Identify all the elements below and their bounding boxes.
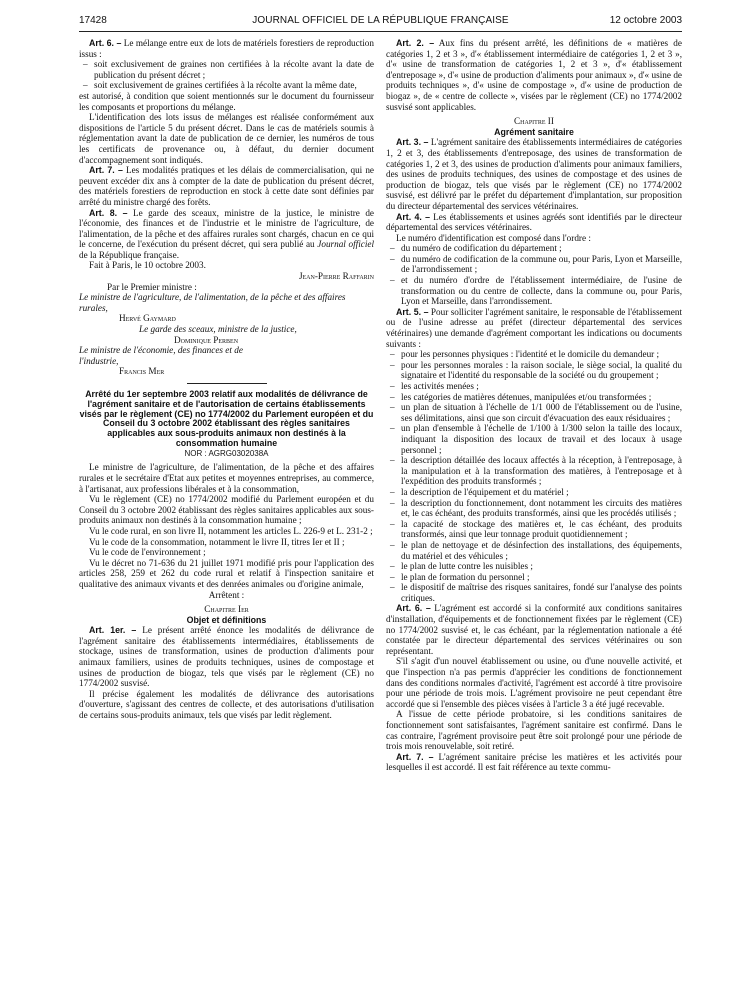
list-item: – soit exclusivement de graines certifiées à la récolte avant la même date, [79,80,374,91]
paragraph: Vu le décret no 71-636 du 21 juillet 1971 modifié pris pour l'application des articles 258, 259 et 262 du code rural et relatif à l'inspection sanitaire et qualitative des animaux vivants et des denrées animales ou d'origine animale, [79,557,374,589]
article-2: Art. 2. – Aux fins du présent arrêté, les définitions de « matières de catégories 1, 2 et 3 », d'« établissement intermédiaire de catégories 1, 2 et 3 », d'« usine de transformation de catégories 1, 2 et 3 », d'« établissement d'entreposage », d'« usine de production d'aliments pour animaux », d'« usine de produits techniques », d'« usine de compostage », d'« usine de production de biogaz », de « centre de collecte », visées par le règlement (CE) no 1774/2002 susvisé sont applicables. [386,38,682,112]
list-item: – pour les personnes morales : la raison sociale, le siège social, la qualité du signataire et l'identité du responsable de la société ou du groupement ; [386,360,682,381]
paragraph: Il précise également les modalités de délivrance des autorisations d'ouverture, s'agissant des centres de collecte, et des autorisations d'utilisation de certains sous-produits animaux, tels que visés par ledit règlement. [79,688,374,721]
paragraph: Vu le code rural, en son livre II, notamment les articles L. 226-9 et L. 231-2 ; [89,525,373,536]
issue-date: 12 octobre 2003 [609,15,682,26]
list-item: – les activités menées ; [386,381,682,392]
list-item: – le plan de nettoyage et de désinfection des installations, des équipements, du matériel et des véhicules ; [386,540,682,561]
list-item: – le plan de formation du personnel ; [386,572,682,583]
paragraph: S'il s'agit d'un nouvel établissement ou usine, ou d'une nouvelle activité, et que l'inspection n'a pas permis d'apprécier les conditions de fonctionnement dans des conditions normales d'activité, l'agrément est accordé à titre provisoire pour une période de trois mois. L'agrément provisoire ne peut cependant être accordé que si l'ensemble des pièces visées à l'article 3 a été jugé recevable. [386,656,682,709]
signatory: Francis Mer [119,366,165,377]
list-item: – pour les personnes physiques : l'identité et le domicile du demandeur ; [386,349,682,360]
paragraph: Vu le code de la consommation, notamment le livre II, titres Ier et II ; [89,536,345,547]
chapter-heading: Chapitre II [514,116,554,127]
list-item: – et du numéro d'ordre de l'établissement intermédiaire, de l'usine de transformation ou du centre de collecte, dans la commune ou, pour Paris, Lyon et Marseille, dans l'arrondissement. [386,275,682,307]
signature-place-date: Fait à Paris, le 10 octobre 2003. [89,260,206,271]
list-item: – soit exclusivement de graines non certifiées à la récolte avant la date de publication du présent décret ; [79,59,374,80]
list-item: – la description du fonctionnement, dont notamment les circuits des matières et, le cas échéant, des produits transformés, ainsi que les procédés utilisés ; [386,498,682,519]
list-item: – le plan de lutte contre les nuisibles ; [386,561,682,572]
list-item: – la description détaillée des locaux affectés à la réception, à l'entreposage, à la manipulation et à la transformation des matières, à l'entreposage et à l'expédition des produits transformés ; [386,455,682,487]
paragraph: Le ministre de l'agriculture, de l'alimentation, de la pêche et des affaires rurales et le secrétaire d'Etat aux petites et moyennes entreprises, au commerce, à l'artisanat, aux professions libérales et à la consommation, [79,462,374,494]
nor-reference: NOR : AGRG0302038A [184,448,269,458]
list-item: – les catégories de matières détenues, manipulées et/ou transformées ; [386,392,682,403]
left-column [79,38,374,721]
list-item: – la capacité de stockage des matières et, le cas échéant, des produits transformés, ainsi que leur tonnage produit quotidiennement ; [386,519,682,540]
paragraph: Le numéro d'identification est composé dans l'ordre : [396,232,591,243]
par-premier-ministre: Par le Premier ministre : [107,281,197,292]
paragraph: est autorisé, à condition que soient mentionnés sur le document du fournisseur les composants et proportions du mélange. [79,90,374,112]
list-item: – un plan d'ensemble à l'échelle de 1/100 à 1/300 selon la taille des locaux, indiquant la disposition des locaux de travail et des locaux à usage personnel ; [386,423,682,455]
signatory: Dominique Perben [174,334,239,345]
article-1: Art. 1er. – Le présent arrêté énonce les modalités de délivrance de l'agrément sanitaire des établissements intermédiaires, établissements de stockage, usines de transformation, usines de production d'aliments pour animaux familiers, usines de produits techniques, usines de compostage et usines de production de biogaz, tels que visés par le règlement (CE) no 1774/2002 susvisé. [79,625,375,689]
requirements-list [386,349,682,603]
chapter-title: Agrément sanitaire [494,126,574,137]
paragraph: A l'issue de cette période probatoire, si les conditions sanitaires de fonctionnement sont satisfaisantes, l'agrément sanitaire est confirmé. Dans le cas contraire, l'agrément provisoire peut être soit prolongé pour une période de trois mois renouvelable, soit retiré. [386,709,682,752]
list-item: – la description de l'équipement et du matériel ; [386,487,682,498]
chapter-title: Objet et définitions [186,614,267,625]
chapter-heading: Chapitre Ier [204,604,249,615]
paragraph: Vu le règlement (CE) no 1774/2002 modifié du Parlement européen et du Conseil du 3 octobre 2002 établissant des règles sanitaires applicables aux sous-produits animaux non destinés à la consommation humaine ; [79,494,374,526]
right-column [386,38,682,773]
article-4: Art. 4. – Les établissements et usines agréés sont identifiés par le directeur départemental des services vétérinaires. [386,211,683,233]
article-6: Art. 6. – Le mélange entre eux de lots de matériels forestiers de reproduction issus : [79,38,374,59]
list-item: – du numéro de codification du département ; [386,243,682,254]
arrete-title: Arrêté du 1er septembre 2003 relatif aux modalités de délivrance de l'agrément sanitaire et de l'autorisation de certains établissements visés par le règlement (CE) no 1774/2002 du Parlement européen et du Conseil du 3 octobre 2002 établissant des règles sanitaires applicables aux sous-produits animaux non destinés à la consommation humaine [79,389,374,448]
header-rule [79,31,682,32]
paragraph: L'identification des lots issus de mélanges est réalisée conformément aux dispositions de l'article 5 du présent décret. Dans le cas de matériels soumis à réglementation avant la date de publication de ce dernier, les numéros de tous les certificats de provenance ou, à défaut, du dernier document d'accompagnement sont indiqués. [79,112,374,165]
list-item: – du numéro de codification de la commune ou, pour Paris, Lyon et Marseille, de l'arrondissement ; [386,254,682,275]
garde-des-sceaux: Le garde des sceaux, ministre de la justice, [139,324,297,335]
ministre-economie: Le ministre de l'économie, des finances et de l'industrie, [79,345,243,366]
article-6: Art. 6. – L'agrément est accordé si la conformité aux conditions sanitaires d'installation, d'équipements et de fonctionnement fixées par le règlement (CE) no 1774/2002 susvisé et, le cas échéant, par la réglementation nationale a été constatée par le directeur départemental des services vétérinaires ou son représentant. [386,603,682,656]
signatory: Jean-Pierre Raffarin [298,271,374,282]
ministre-agriculture: Le ministre de l'agriculture, de l'alimentation, de la pêche et des affaires rurales, [79,292,346,313]
separator [187,383,267,384]
article-7: Art. 7. – Les modalités pratiques et les délais de commercialisation, qui ne peuvent excéder dix ans à compter de la date de publication du présent décret, des matériels forestiers de reproduction en stock à cette date sont définies par arrêté du ministre chargé des forêts. [79,165,374,207]
article-8: Art. 8. – Le garde des sceaux, ministre de la justice, le ministre de l'économie, des finances et de l'industrie et le ministre de l'agriculture, de l'alimentation, de la pêche et des affaires rurales sont chargés, chacun en ce qui le concerne, de l'exécution du présent décret, qui sera publié au Journal officiel de la République française. [79,207,375,260]
page-number: 17428 [79,15,107,26]
list-item: – le dispositif de maîtrise des risques sanitaires, fondé sur l'analyse des points critiques. [386,582,682,603]
signatory: Hervé Gaymard [119,313,176,324]
list-item: – un plan de situation à l'échelle de 1/1 000 de l'établissement ou de l'usine, ses délimitations, ainsi que son circuit d'évacuation des eaux résiduaires ; [386,402,682,423]
article-5: Art. 5. – Pour solliciter l'agrément sanitaire, le responsable de l'établissement ou de l'usine adresse au préfet (directeur départemental des services vétérinaires) une demande d'agrément comportant les indications ou documents suivants : [386,306,682,349]
page-header [79,13,682,29]
article-3: Art. 3. – L'agrément sanitaire des établissements intermédiaires de catégories 1, 2 et 3, des établissements d'entreposage, des usines de transformation de catégories 1, 2 et 3, des usines de production d'aliments pour animaux familiers, des usines de produits techniques, des usines de compostage et des usines de production de biogaz, tels que visés par le règlement (CE) no 1774/2002 susvisé, est délivré par le préfet du département d'implantation, sur proposition du directeur départemental des services vétérinaires. [386,137,683,211]
journal-title: JOURNAL OFFICIEL DE LA RÉPUBLIQUE FRANÇAISE [252,15,509,26]
arretent: Arrêtent : [208,589,245,600]
paragraph: Vu le code de l'environnement ; [89,547,206,558]
article-7: Art. 7. – L'agrément sanitaire précise les matières et les activités pour lesquelles il est accordé. Il est fait référence au texte commu- [386,751,682,773]
